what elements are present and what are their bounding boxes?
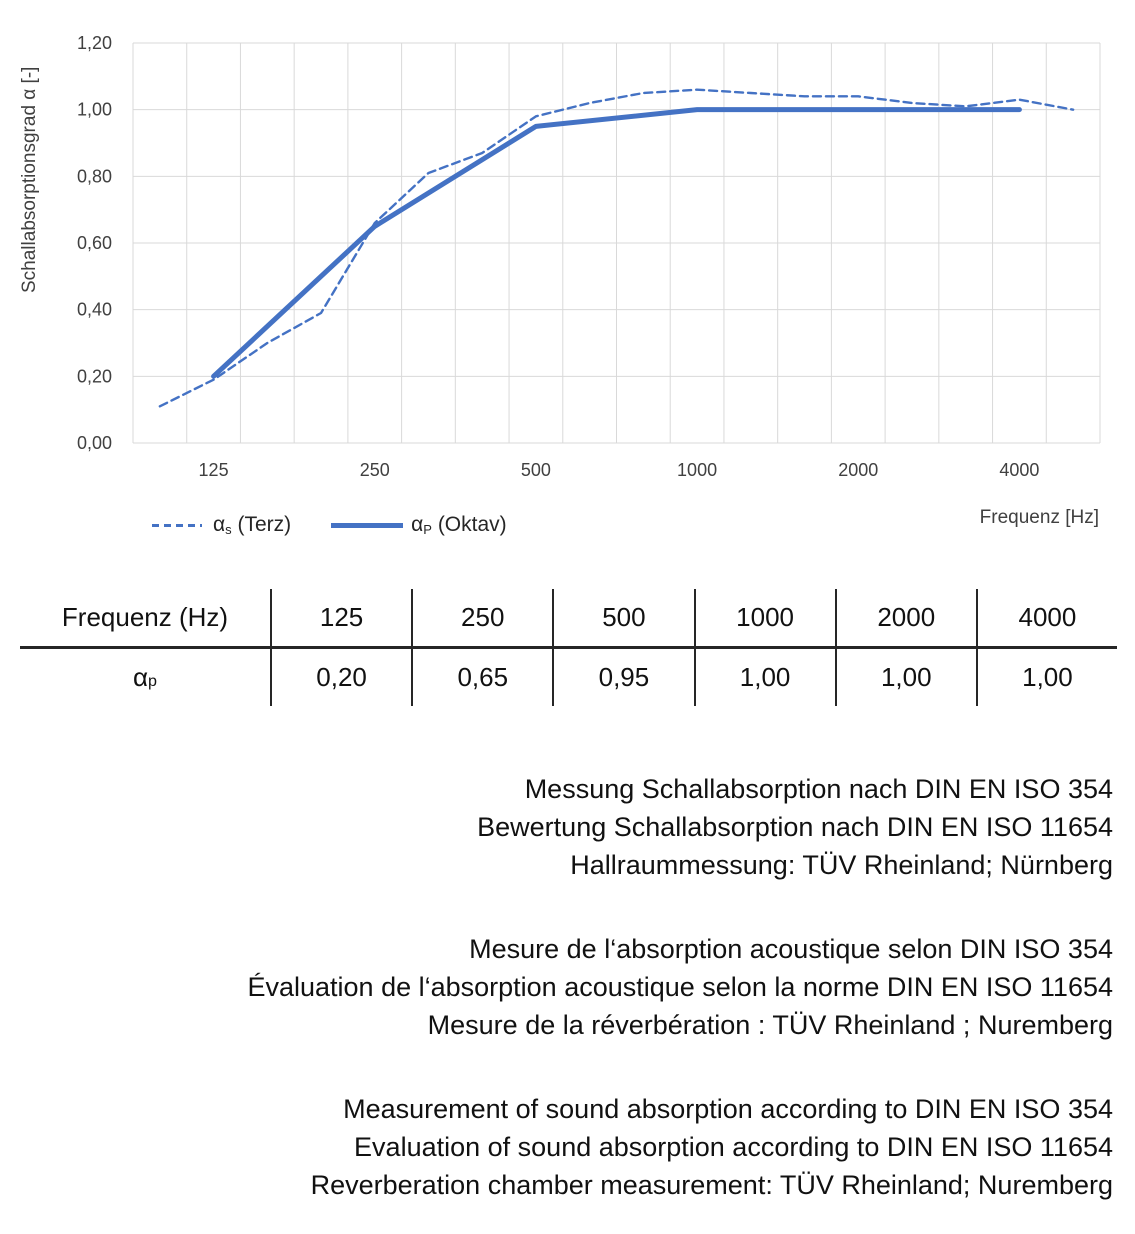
legend-item-alpha-p	[331, 513, 507, 537]
y-tick-label: 1,00	[76, 99, 112, 120]
y-tick-label: 0,80	[76, 166, 112, 187]
caption-line: Évaluation de l‘absorption acoustique selon la norme DIN EN ISO 11654	[247, 972, 1113, 1002]
table-header-250: 250	[411, 589, 552, 649]
absorption-table	[20, 589, 1117, 706]
x-tick-label: 2000	[838, 460, 879, 480]
table-header-500: 500	[552, 589, 693, 649]
y-tick-label: 0,40	[76, 299, 112, 320]
solid-line-sample	[331, 523, 403, 528]
y-tick-label: 1,20	[76, 33, 112, 53]
table-value-125: 0,20	[270, 649, 411, 706]
y-tick-label: 0,60	[76, 233, 112, 253]
dashed-line-sample	[152, 524, 202, 527]
table-row-label-alpha-p: α p	[133, 662, 157, 692]
caption-line: Measurement of sound absorption according to DIN EN ISO 354	[343, 1094, 1113, 1124]
table-value-1000: 1,00	[694, 649, 835, 706]
caption-line: Hallraummessung: TÜV Rheinland; Nürnberg	[570, 850, 1113, 880]
table-header-2000: 2000	[835, 589, 976, 649]
absorption-chart-svg	[0, 0, 1135, 500]
caption-english	[0, 1090, 1113, 1204]
caption-german	[0, 770, 1113, 884]
caption-line: Mesure de la réverbération : TÜV Rheinland ; Nuremberg	[427, 1010, 1113, 1040]
chart-legend	[152, 513, 507, 537]
table-header-frequency: Frequenz (Hz)	[20, 589, 270, 649]
x-tick-label: 500	[520, 460, 551, 480]
x-tick-label: 250	[359, 460, 390, 480]
y-axis-title: Schallabsorptionsgrad α [-]	[19, 66, 40, 294]
table-value-4000: 1,00	[976, 649, 1117, 706]
legend-label-alpha-p: αP (Oktav)	[411, 513, 507, 538]
table-value-500: 0,95	[552, 649, 693, 706]
legend-label-alpha-s: αs (Terz)	[213, 513, 292, 538]
y-tick-label: 0,00	[76, 433, 112, 453]
y-tick-label: 0,20	[76, 366, 112, 387]
x-tick-label: 4000	[999, 460, 1040, 480]
caption-line: Bewertung Schallabsorption nach DIN EN ISO 11654	[477, 812, 1113, 842]
caption-line: Messung Schallabsorption nach DIN EN ISO 354	[524, 774, 1113, 804]
table-header-125: 125	[270, 589, 411, 649]
caption-line: Mesure de l‘absorption acoustique selon DIN ISO 354	[469, 934, 1113, 964]
x-tick-label: 125	[198, 460, 229, 480]
x-axis-title: Frequenz [Hz]	[979, 507, 1099, 528]
table-value-2000: 1,00	[835, 649, 976, 706]
table-value-250: 0,65	[411, 649, 552, 706]
legend-item-alpha-s	[152, 513, 291, 537]
caption-line: Evaluation of sound absorption according to DIN EN ISO 11654	[354, 1132, 1113, 1162]
x-tick-label: 1000	[677, 460, 718, 480]
table-header-4000: 4000	[976, 589, 1117, 649]
caption-line: Reverberation chamber measurement: TÜV Rheinland; Nuremberg	[310, 1170, 1113, 1200]
table-header-1000: 1000	[694, 589, 835, 649]
caption-french	[0, 930, 1113, 1044]
